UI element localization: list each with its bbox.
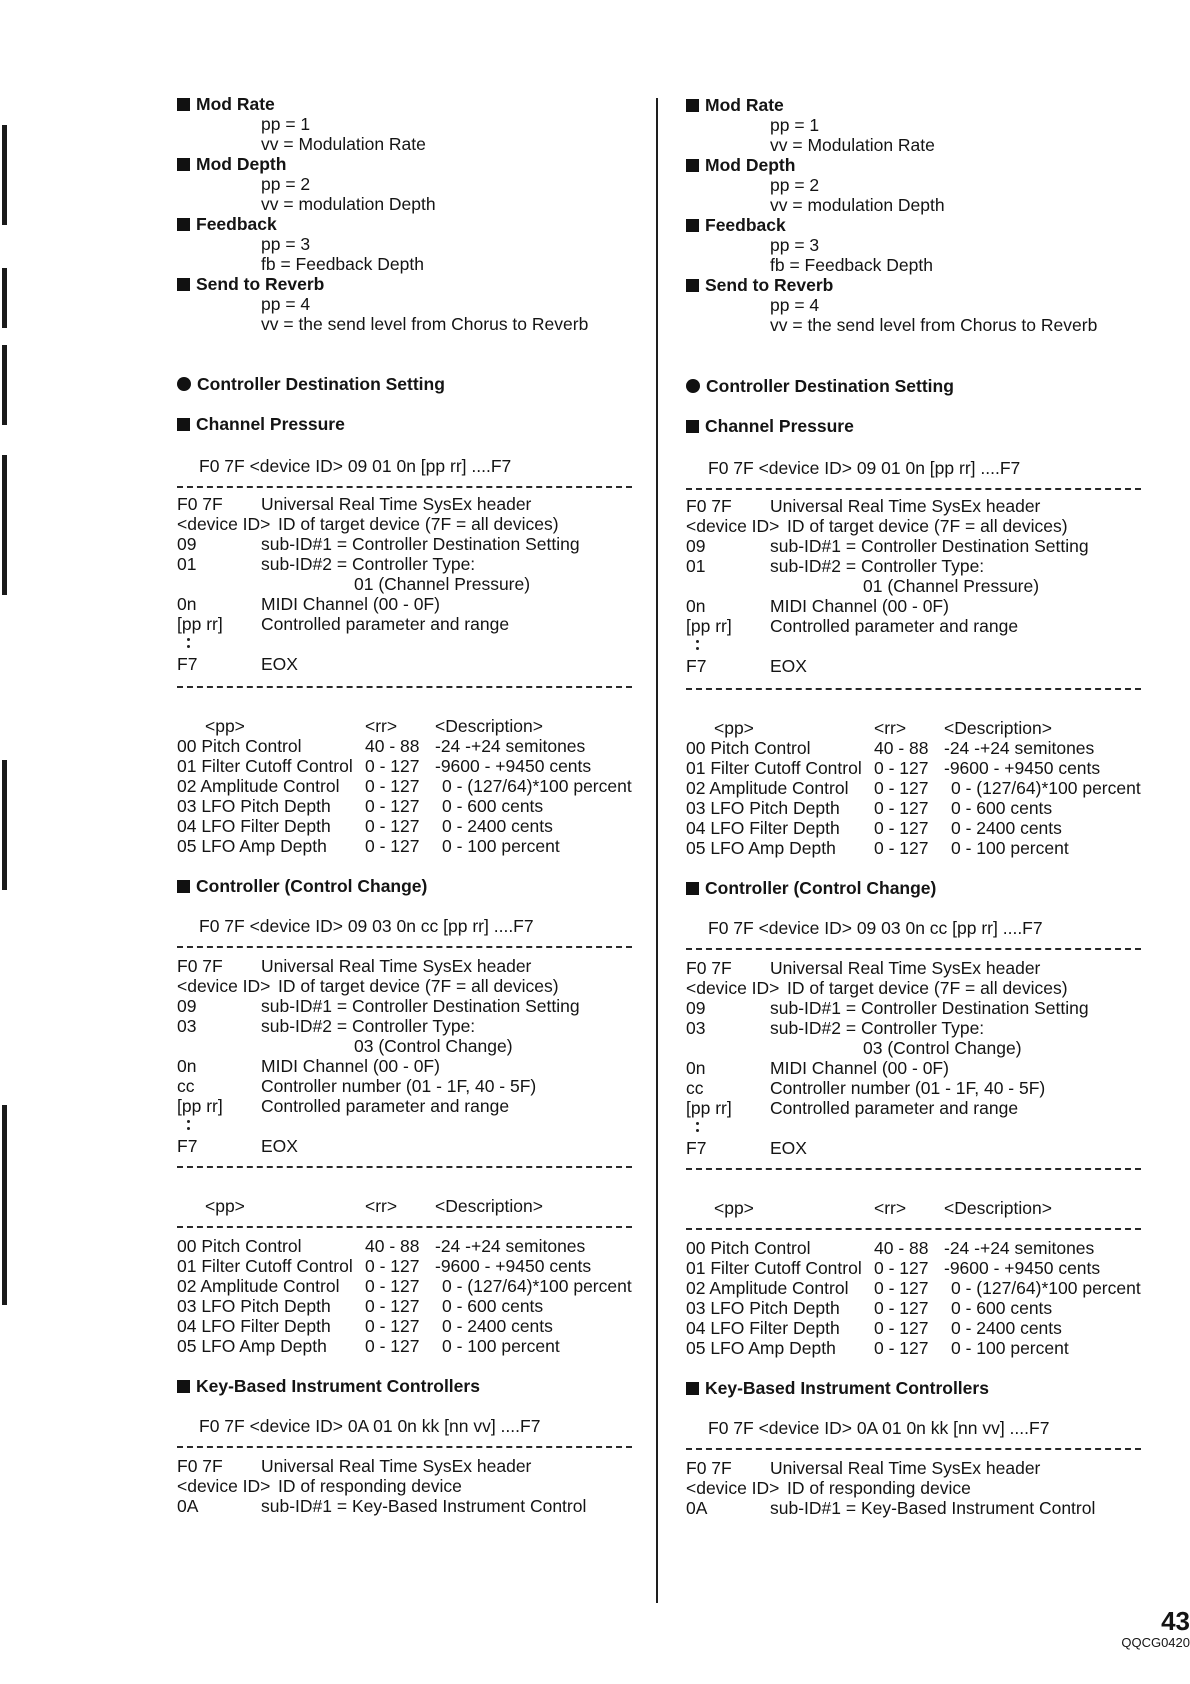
controller-destination-heading: Controller Destination Setting	[177, 374, 445, 394]
table-code: [pp rr]	[686, 1098, 732, 1118]
pp-cell: 03 LFO Pitch Depth	[686, 798, 840, 818]
vertical-ellipsis	[187, 638, 191, 652]
rr-header: <rr>	[365, 716, 398, 736]
rr-cell: 0 - 127	[365, 776, 420, 796]
desc-cell: 0 - 600 cents	[951, 798, 1053, 818]
rr-header: <rr>	[874, 718, 907, 738]
table-desc: sub-ID#1 = Key-Based Instrument Control	[261, 1496, 587, 1516]
scan-mark	[2, 1105, 7, 1305]
pp-cell: 04 LFO Filter Depth	[177, 1316, 331, 1336]
dashed-rule	[177, 686, 632, 688]
table-code: F0 7F	[177, 494, 223, 514]
param-line: vv = modulation Depth	[261, 194, 436, 214]
dashed-rule	[686, 948, 1141, 950]
mod-depth-heading: Mod Depth	[686, 155, 795, 175]
table-desc: sub-ID#1 = Controller Destination Setting	[770, 998, 1089, 1018]
desc-cell: 0 - 2400 cents	[442, 1316, 553, 1336]
sysex-syntax: F0 7F <device ID> 09 03 0n cc [pp rr] ....F7	[708, 918, 1043, 938]
pp-header: <pp>	[205, 1196, 245, 1216]
table-code: <device ID>	[177, 976, 271, 996]
table-desc: sub-ID#1 = Controller Destination Setting	[770, 536, 1089, 556]
rr-cell: 0 - 127	[874, 838, 929, 858]
rr-cell: 0 - 127	[874, 1298, 929, 1318]
rr-cell: 0 - 127	[365, 1276, 420, 1296]
desc-cell: 0 - 600 cents	[442, 796, 544, 816]
pp-cell: 01 Filter Cutoff Control	[177, 1256, 353, 1276]
param-line: pp = 2	[770, 175, 820, 195]
scan-mark	[2, 760, 7, 890]
dashed-rule	[177, 1446, 632, 1448]
table-desc: sub-ID#1 = Controller Destination Setting	[261, 996, 580, 1016]
table-desc: ID of target device (7F = all devices)	[787, 978, 1068, 998]
table-code: F0 7F	[686, 958, 732, 978]
rr-cell: 40 - 88	[874, 1238, 929, 1258]
rr-cell: 0 - 127	[365, 796, 420, 816]
rr-cell: 0 - 127	[365, 756, 420, 776]
param-line: vv = the send level from Chorus to Reverb	[261, 314, 589, 334]
table-desc: sub-ID#2 = Controller Type:	[261, 1016, 476, 1036]
pp-cell: 01 Filter Cutoff Control	[686, 1258, 862, 1278]
dashed-rule	[177, 946, 632, 948]
feedback-heading: Feedback	[177, 214, 277, 234]
key-based-heading: Key-Based Instrument Controllers	[686, 1378, 989, 1398]
table-code: F0 7F	[177, 1456, 223, 1476]
sysex-syntax: F0 7F <device ID> 09 01 0n [pp rr] ....F7	[199, 456, 512, 476]
param-line: pp = 3	[261, 234, 311, 254]
table-desc: Controlled parameter and range	[261, 614, 510, 634]
circle-bullet-icon	[177, 377, 191, 391]
rr-cell: 0 - 127	[874, 798, 929, 818]
rr-cell: 0 - 127	[874, 1318, 929, 1338]
pp-cell: 02 Amplitude Control	[686, 1278, 849, 1298]
pp-header: <pp>	[205, 716, 245, 736]
dashed-rule	[686, 1168, 1141, 1170]
param-line: pp = 3	[770, 235, 820, 255]
scan-mark	[2, 268, 7, 328]
rr-cell: 0 - 127	[874, 1278, 929, 1298]
pp-cell: 03 LFO Pitch Depth	[177, 1296, 331, 1316]
table-desc: 03 (Control Change)	[863, 1038, 1022, 1058]
desc-cell: 0 - 2400 cents	[951, 818, 1062, 838]
table-desc: Universal Real Time SysEx header	[770, 958, 1041, 978]
square-bullet-icon	[177, 418, 190, 431]
pp-cell: 01 Filter Cutoff Control	[686, 758, 862, 778]
scan-mark	[2, 455, 7, 595]
square-bullet-icon	[177, 218, 190, 231]
desc-cell: 0 - (127/64)*100 percent	[951, 1278, 1141, 1298]
table-code: 0A	[177, 1496, 199, 1516]
sysex-syntax: F0 7F <device ID> 0A 01 0n kk [nn vv] ....F7	[708, 1418, 1050, 1438]
table-code: F0 7F	[686, 496, 732, 516]
pp-cell: 05 LFO Amp Depth	[686, 838, 836, 858]
table-desc: EOX	[261, 654, 298, 674]
rr-cell: 0 - 127	[874, 818, 929, 838]
rr-cell: 40 - 88	[365, 1236, 420, 1256]
table-desc: Universal Real Time SysEx header	[261, 494, 532, 514]
param-line: fb = Feedback Depth	[261, 254, 424, 274]
desc-cell: -24 -+24 semitones	[435, 736, 586, 756]
mod-depth-heading: Mod Depth	[177, 154, 286, 174]
table-desc: 03 (Control Change)	[354, 1036, 513, 1056]
desc-cell: -9600 - +9450 cents	[944, 758, 1101, 778]
rr-cell: 0 - 127	[365, 1336, 420, 1356]
square-bullet-icon	[177, 98, 190, 111]
mod-rate-heading: Mod Rate	[686, 95, 784, 115]
page-code: QQCG0420	[1121, 1635, 1190, 1650]
rr-cell: 0 - 127	[874, 1258, 929, 1278]
rr-cell: 0 - 127	[874, 758, 929, 778]
table-code: [pp rr]	[177, 614, 223, 634]
send-to-reverb-heading: Send to Reverb	[686, 275, 833, 295]
table-code: 0n	[177, 594, 197, 614]
description-header: <Description>	[944, 1198, 1052, 1218]
table-code: 0A	[686, 1498, 708, 1518]
scan-mark	[2, 345, 7, 425]
table-desc: ID of target device (7F = all devices)	[278, 514, 559, 534]
pp-cell: 04 LFO Filter Depth	[686, 818, 840, 838]
sysex-syntax: F0 7F <device ID> 09 03 0n cc [pp rr] ....F7	[199, 916, 534, 936]
description-header: <Description>	[944, 718, 1052, 738]
param-line: pp = 2	[261, 174, 311, 194]
channel-pressure-heading: Channel Pressure	[177, 414, 345, 434]
table-desc: MIDI Channel (00 - 0F)	[770, 596, 949, 616]
table-desc: ID of target device (7F = all devices)	[278, 976, 559, 996]
pp-cell: 05 LFO Amp Depth	[177, 1336, 327, 1356]
param-line: vv = the send level from Chorus to Reverb	[770, 315, 1098, 335]
table-code: <device ID>	[177, 514, 271, 534]
param-line: pp = 4	[770, 295, 820, 315]
table-desc: Controlled parameter and range	[770, 616, 1019, 636]
square-bullet-icon	[686, 420, 699, 433]
pp-cell: 04 LFO Filter Depth	[686, 1318, 840, 1338]
channel-pressure-heading: Channel Pressure	[686, 416, 854, 436]
rr-header: <rr>	[365, 1196, 398, 1216]
table-code: F7	[177, 1136, 198, 1156]
square-bullet-icon	[686, 159, 699, 172]
description-header: <Description>	[435, 1196, 543, 1216]
desc-cell: 0 - (127/64)*100 percent	[442, 776, 632, 796]
param-line: pp = 1	[770, 115, 820, 135]
table-desc: Controlled parameter and range	[770, 1098, 1019, 1118]
pp-cell: 02 Amplitude Control	[686, 778, 849, 798]
controller-destination-heading: Controller Destination Setting	[686, 376, 954, 396]
table-desc: MIDI Channel (00 - 0F)	[261, 594, 440, 614]
sysex-syntax: F0 7F <device ID> 0A 01 0n kk [nn vv] ....F7	[199, 1416, 541, 1436]
table-code: <device ID>	[686, 1478, 780, 1498]
pp-cell: 03 LFO Pitch Depth	[686, 1298, 840, 1318]
table-code: 09	[177, 996, 197, 1016]
description-header: <Description>	[435, 716, 543, 736]
table-desc: Universal Real Time SysEx header	[261, 956, 532, 976]
desc-cell: -24 -+24 semitones	[944, 738, 1095, 758]
pp-cell: 05 LFO Amp Depth	[177, 836, 327, 856]
table-desc: ID of responding device	[278, 1476, 462, 1496]
param-line: pp = 1	[261, 114, 311, 134]
param-line: fb = Feedback Depth	[770, 255, 933, 275]
feedback-heading: Feedback	[686, 215, 786, 235]
dashed-rule	[686, 1448, 1141, 1450]
table-code: 0n	[177, 1056, 197, 1076]
pp-cell: 00 Pitch Control	[177, 1236, 302, 1256]
rr-cell: 0 - 127	[365, 1316, 420, 1336]
table-desc: 01 (Channel Pressure)	[354, 574, 531, 594]
rr-cell: 0 - 127	[874, 1338, 929, 1358]
pp-cell: 00 Pitch Control	[177, 736, 302, 756]
table-desc: 01 (Channel Pressure)	[863, 576, 1040, 596]
desc-cell: 0 - 600 cents	[442, 1296, 544, 1316]
rr-cell: 40 - 88	[365, 736, 420, 756]
pp-cell: 00 Pitch Control	[686, 1238, 811, 1258]
table-code: 03	[686, 1018, 706, 1038]
param-line: vv = modulation Depth	[770, 195, 945, 215]
table-desc: EOX	[261, 1136, 298, 1156]
mod-rate-heading: Mod Rate	[177, 94, 275, 114]
rr-header: <rr>	[874, 1198, 907, 1218]
table-code: cc	[177, 1076, 195, 1096]
pp-cell: 02 Amplitude Control	[177, 776, 340, 796]
desc-cell: 0 - 100 percent	[951, 838, 1069, 858]
table-desc: MIDI Channel (00 - 0F)	[770, 1058, 949, 1078]
control-change-heading: Controller (Control Change)	[686, 878, 936, 898]
table-desc: EOX	[770, 656, 807, 676]
table-desc: Controller number (01 - 1F, 40 - 5F)	[261, 1076, 537, 1096]
pp-cell: 03 LFO Pitch Depth	[177, 796, 331, 816]
table-desc: sub-ID#2 = Controller Type:	[770, 556, 985, 576]
rr-cell: 0 - 127	[365, 1296, 420, 1316]
sysex-syntax: F0 7F <device ID> 09 01 0n [pp rr] ....F7	[708, 458, 1021, 478]
table-code: 0n	[686, 596, 706, 616]
table-code: 03	[177, 1016, 197, 1036]
desc-cell: 0 - (127/64)*100 percent	[442, 1276, 632, 1296]
table-desc: sub-ID#1 = Controller Destination Setting	[261, 534, 580, 554]
dashed-rule	[686, 688, 1141, 690]
square-bullet-icon	[686, 99, 699, 112]
rr-cell: 0 - 127	[874, 778, 929, 798]
param-line: pp = 4	[261, 294, 311, 314]
desc-cell: 0 - 2400 cents	[442, 816, 553, 836]
desc-cell: -24 -+24 semitones	[435, 1236, 586, 1256]
param-line: vv = Modulation Rate	[770, 135, 935, 155]
vertical-ellipsis	[696, 640, 700, 654]
send-to-reverb-heading: Send to Reverb	[177, 274, 324, 294]
square-bullet-icon	[686, 882, 699, 895]
scan-edge	[0, 0, 14, 1684]
dashed-rule	[686, 1228, 1141, 1230]
table-code: F0 7F	[686, 1458, 732, 1478]
table-code: <device ID>	[686, 516, 780, 536]
desc-cell: -9600 - +9450 cents	[435, 1256, 592, 1276]
table-code: [pp rr]	[686, 616, 732, 636]
dashed-rule	[177, 1166, 632, 1168]
table-code: <device ID>	[177, 1476, 271, 1496]
page-number: 43	[1161, 1606, 1190, 1636]
table-code: cc	[686, 1078, 704, 1098]
desc-cell: 0 - 100 percent	[442, 1336, 560, 1356]
table-desc: Controller number (01 - 1F, 40 - 5F)	[770, 1078, 1046, 1098]
vertical-ellipsis	[187, 1120, 191, 1134]
scan-mark	[2, 125, 7, 225]
desc-cell: -9600 - +9450 cents	[944, 1258, 1101, 1278]
circle-bullet-icon	[686, 379, 700, 393]
table-code: F7	[686, 1138, 707, 1158]
column-divider	[656, 98, 658, 1603]
rr-cell: 40 - 88	[874, 738, 929, 758]
dashed-rule	[686, 488, 1141, 490]
square-bullet-icon	[686, 279, 699, 292]
table-desc: Universal Real Time SysEx header	[261, 1456, 532, 1476]
desc-cell: 0 - (127/64)*100 percent	[951, 778, 1141, 798]
desc-cell: -24 -+24 semitones	[944, 1238, 1095, 1258]
table-code: 09	[177, 534, 197, 554]
table-code: F0 7F	[177, 956, 223, 976]
table-code: <device ID>	[686, 978, 780, 998]
square-bullet-icon	[686, 219, 699, 232]
key-based-heading: Key-Based Instrument Controllers	[177, 1376, 480, 1396]
table-desc: MIDI Channel (00 - 0F)	[261, 1056, 440, 1076]
desc-cell: 0 - 100 percent	[951, 1338, 1069, 1358]
table-code: 09	[686, 536, 706, 556]
table-desc: Universal Real Time SysEx header	[770, 1458, 1041, 1478]
pp-cell: 02 Amplitude Control	[177, 1276, 340, 1296]
pp-header: <pp>	[714, 1198, 754, 1218]
square-bullet-icon	[177, 158, 190, 171]
desc-cell: -9600 - +9450 cents	[435, 756, 592, 776]
control-change-heading: Controller (Control Change)	[177, 876, 427, 896]
table-desc: ID of target device (7F = all devices)	[787, 516, 1068, 536]
table-desc: sub-ID#2 = Controller Type:	[770, 1018, 985, 1038]
rr-cell: 0 - 127	[365, 816, 420, 836]
desc-cell: 0 - 2400 cents	[951, 1318, 1062, 1338]
pp-cell: 00 Pitch Control	[686, 738, 811, 758]
table-code: F7	[177, 654, 198, 674]
param-line: vv = Modulation Rate	[261, 134, 426, 154]
table-desc: sub-ID#2 = Controller Type:	[261, 554, 476, 574]
table-desc: Controlled parameter and range	[261, 1096, 510, 1116]
table-desc: Universal Real Time SysEx header	[770, 496, 1041, 516]
table-code: 09	[686, 998, 706, 1018]
table-code: F7	[686, 656, 707, 676]
vertical-ellipsis	[696, 1122, 700, 1136]
rr-cell: 0 - 127	[365, 1256, 420, 1276]
pp-cell: 04 LFO Filter Depth	[177, 816, 331, 836]
table-code: [pp rr]	[177, 1096, 223, 1116]
table-desc: ID of responding device	[787, 1478, 971, 1498]
table-desc: sub-ID#1 = Key-Based Instrument Control	[770, 1498, 1096, 1518]
table-code: 0n	[686, 1058, 706, 1078]
desc-cell: 0 - 600 cents	[951, 1298, 1053, 1318]
rr-cell: 0 - 127	[365, 836, 420, 856]
table-desc: EOX	[770, 1138, 807, 1158]
square-bullet-icon	[177, 1380, 190, 1393]
desc-cell: 0 - 100 percent	[442, 836, 560, 856]
dashed-rule	[177, 486, 632, 488]
table-code: 01	[686, 556, 706, 576]
pp-header: <pp>	[714, 718, 754, 738]
square-bullet-icon	[177, 278, 190, 291]
square-bullet-icon	[686, 1382, 699, 1395]
pp-cell: 05 LFO Amp Depth	[686, 1338, 836, 1358]
dashed-rule	[177, 1226, 632, 1228]
pp-cell: 01 Filter Cutoff Control	[177, 756, 353, 776]
square-bullet-icon	[177, 880, 190, 893]
table-code: 01	[177, 554, 197, 574]
